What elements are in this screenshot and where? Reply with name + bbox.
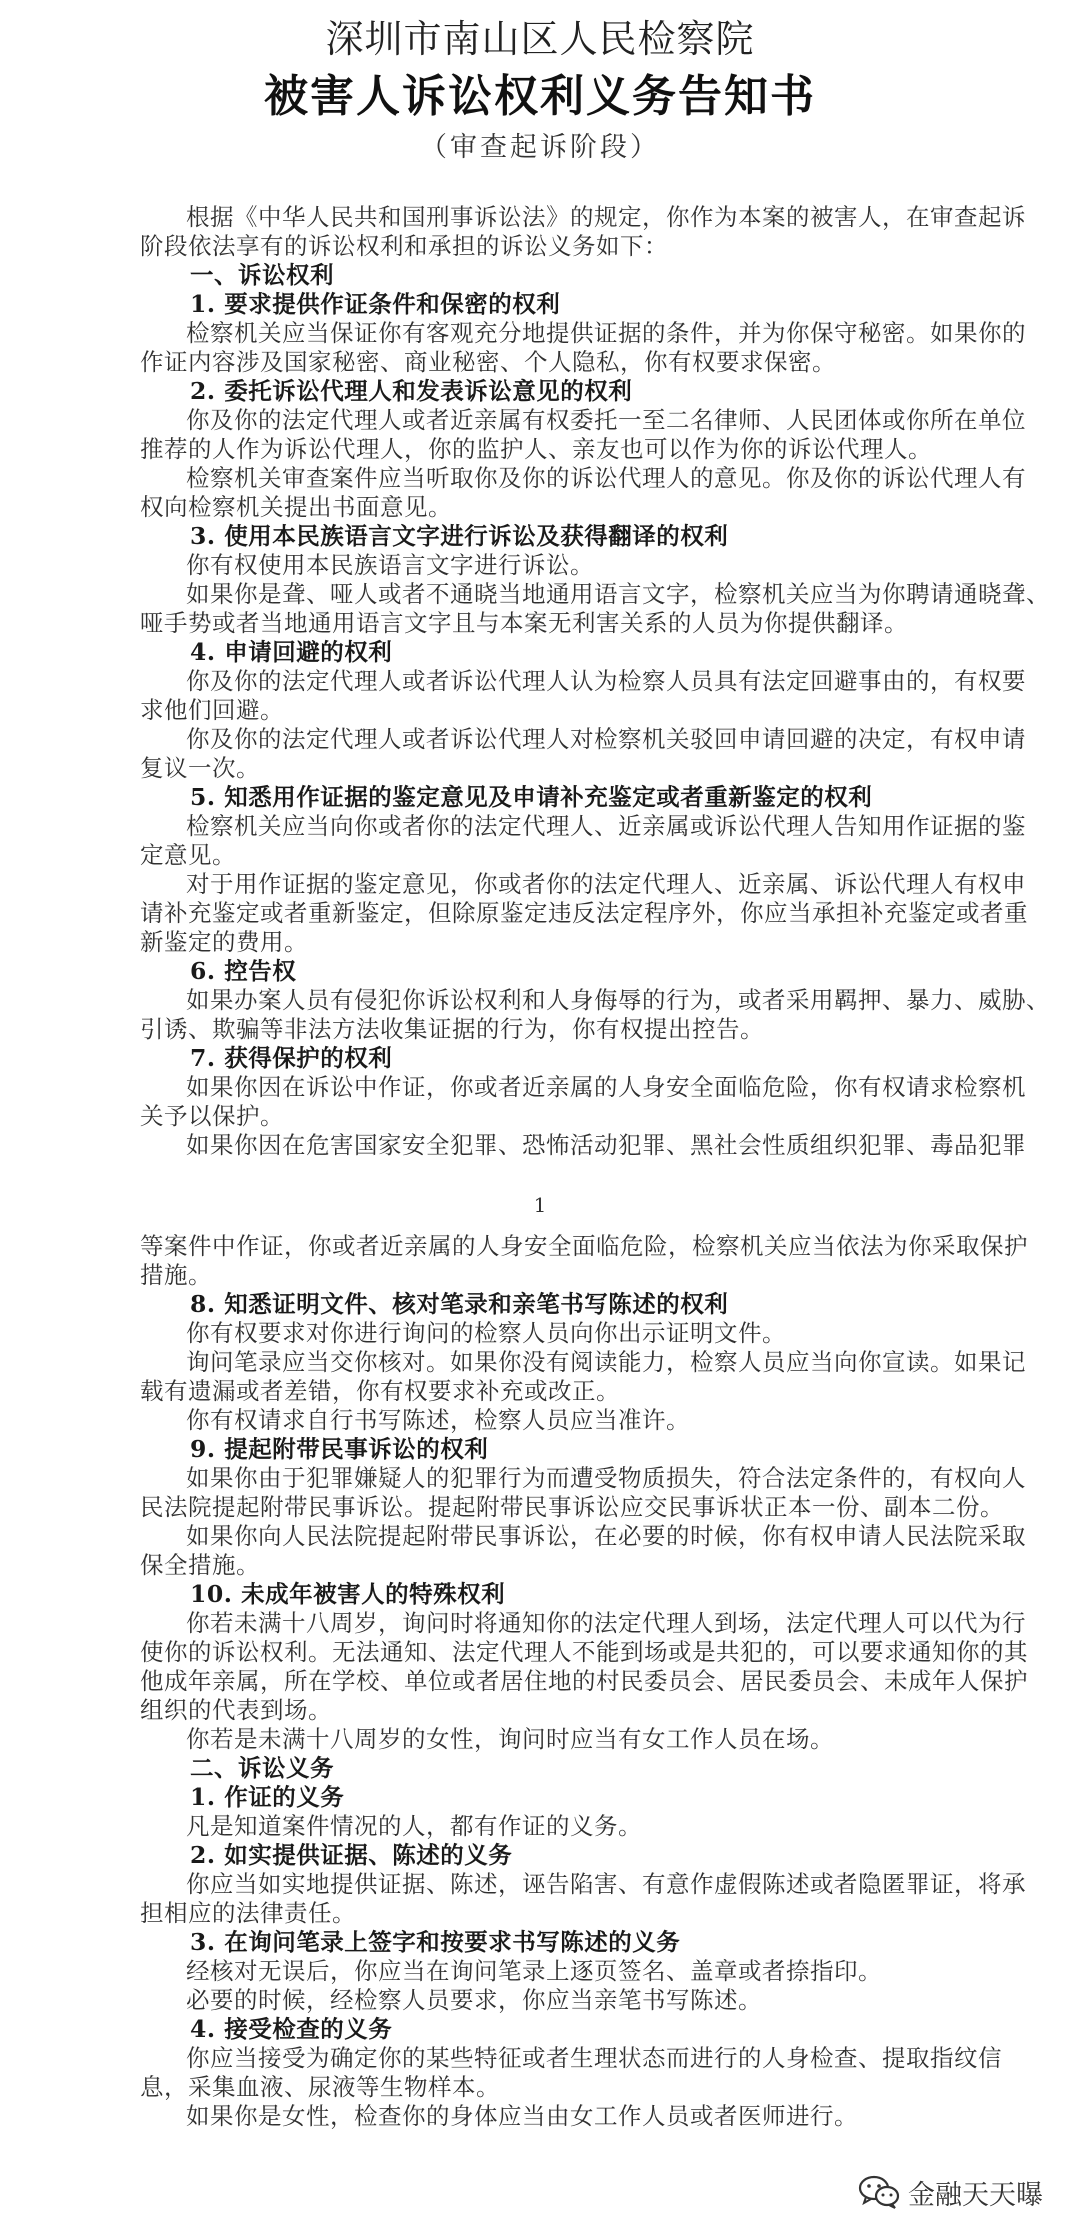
body-text-line: 你应当接受为确定你的某些特征或者生理状态而进行的人身检查、提取指纹信 bbox=[186, 2044, 1002, 2072]
body-text-line: 你应当如实地提供证据、陈述，诬告陷害、有意作虚假陈述或者隐匿罪证，将承 bbox=[186, 1870, 1026, 1898]
body-text-line: 检察机关应当向你或者你的法定代理人、近亲属或诉讼代理人告知用作证据的鉴 bbox=[186, 812, 1026, 840]
watermark bbox=[858, 2170, 1043, 2214]
body-text-line: 阶段依法享有的诉讼权利和承担的诉讼义务如下： bbox=[140, 232, 668, 260]
body-text-line: 你有权请求自行书写陈述，检察人员应当准许。 bbox=[186, 1406, 690, 1434]
body-text-line: 等案件中作证，你或者近亲属的人身安全面临危险，检察机关应当依法为你采取保护 bbox=[140, 1232, 1028, 1260]
section-heading: 3. 在询问笔录上签字和按要求书写陈述的义务 bbox=[190, 1928, 681, 1956]
section-heading: 8. 知悉证明文件、核对笔录和亲笔书写陈述的权利 bbox=[190, 1290, 729, 1318]
section-heading: 2. 如实提供证据、陈述的义务 bbox=[190, 1841, 513, 1869]
body-text-line: 你有权使用本民族语言文字进行诉讼。 bbox=[186, 551, 594, 579]
body-text-line: 如果你是聋、哑人或者不通晓当地通用语言文字，检察机关应当为你聘请通晓聋、 bbox=[186, 580, 1050, 608]
body-text-line: 必要的时候，经检察人员要求，你应当亲笔书写陈述。 bbox=[186, 1986, 762, 2014]
body-text-line: 检察机关应当保证你有客观充分地提供证据的条件，并为你保守秘密。如果你的 bbox=[186, 319, 1026, 347]
procuratorate-name: 深圳市南山区人民检察院 bbox=[325, 17, 755, 61]
section-heading: 一、诉讼权利 bbox=[190, 261, 334, 289]
body-text-line: 检察机关审查案件应当听取你及你的诉讼代理人的意见。你及你的诉讼代理人有 bbox=[186, 464, 1026, 492]
body-text-line: 如果你向人民法院提起附带民事诉讼，在必要的时候，你有权申请人民法院采取 bbox=[186, 1522, 1026, 1550]
body-text-line: 作证内容涉及国家秘密、商业秘密、个人隐私，你有权要求保密。 bbox=[140, 348, 836, 376]
body-text-line: 根据《中华人民共和国刑事诉讼法》的规定，你作为本案的被害人，在审查起诉 bbox=[186, 203, 1026, 231]
body-text-line: 对于用作证据的鉴定意见，你或者你的法定代理人、近亲属、诉讼代理人有权申 bbox=[186, 870, 1026, 898]
body-text-line: 措施。 bbox=[140, 1261, 212, 1289]
body-text-line: 定意见。 bbox=[140, 841, 236, 869]
section-heading: 1. 要求提供作证条件和保密的权利 bbox=[190, 290, 561, 318]
body-text-line: 组织的代表到场。 bbox=[140, 1696, 332, 1724]
section-heading: 6. 控告权 bbox=[190, 957, 297, 985]
body-text-line: 他成年亲属，所在学校、单位或者居住地的村民委员会、居民委员会、未成年人保护 bbox=[140, 1667, 1028, 1695]
body-text-line: 你若未满十八周岁，询问时将通知你的法定代理人到场，法定代理人可以代为行 bbox=[186, 1609, 1026, 1637]
page-two-body bbox=[140, 1232, 1028, 2131]
page-one-body bbox=[140, 203, 1050, 1160]
section-heading: 4. 接受检查的义务 bbox=[190, 2015, 393, 2043]
body-text-line: 哑手势或者当地通用语言文字且与本案无利害关系的人员为你提供翻译。 bbox=[140, 609, 908, 637]
section-heading: 2. 委托诉讼代理人和发表诉讼意见的权利 bbox=[190, 377, 633, 405]
body-text-line: 你及你的法定代理人或者近亲属有权委托一至二名律师、人民团体或你所在单位 bbox=[186, 406, 1026, 434]
section-heading: 4. 申请回避的权利 bbox=[190, 638, 393, 666]
body-text-line: 你及你的法定代理人或者诉讼代理人认为检察人员具有法定回避事由的，有权要 bbox=[186, 667, 1026, 695]
body-text-line: 关予以保护。 bbox=[140, 1102, 284, 1130]
body-text-line: 使你的诉讼权利。无法通知、法定代理人不能到场或是共犯的，可以要求通知你的其 bbox=[140, 1638, 1028, 1666]
body-text-line: 如果你由于犯罪嫌疑人的犯罪行为而遭受物质损失，符合法定条件的，有权向人 bbox=[186, 1464, 1026, 1492]
body-text-line: 如果你是女性，检查你的身体应当由女工作人员或者医师进行。 bbox=[186, 2102, 858, 2130]
body-text-line: 息，采集血液、尿液等生物样本。 bbox=[140, 2073, 500, 2101]
body-text-line: 保全措施。 bbox=[140, 1551, 260, 1579]
section-heading: 3. 使用本民族语言文字进行诉讼及获得翻译的权利 bbox=[190, 522, 729, 550]
body-text-line: 如果你因在危害国家安全犯罪、恐怖活动犯罪、黑社会性质组织犯罪、毒品犯罪 bbox=[186, 1131, 1026, 1159]
body-text-line: 你若是未满十八周岁的女性，询问时应当有女工作人员在场。 bbox=[186, 1725, 834, 1753]
body-text-line: 询问笔录应当交你核对。如果你没有阅读能力，检察人员应当向你宣读。如果记 bbox=[186, 1348, 1026, 1376]
body-text-line: 你有权要求对你进行询问的检察人员向你出示证明文件。 bbox=[186, 1319, 786, 1347]
watermark-text: 金融天天曝 bbox=[908, 2179, 1043, 2211]
body-text-line: 复议一次。 bbox=[140, 754, 260, 782]
document-title: 被害人诉讼权利义务告知书 bbox=[264, 71, 816, 122]
body-text-line: 载有遗漏或者差错，你有权要求补充或改正。 bbox=[140, 1377, 620, 1405]
body-text-line: 新鉴定的费用。 bbox=[140, 928, 308, 956]
body-text-line: 如果办案人员有侵犯你诉讼权利和人身侮辱的行为，或者采用羁押、暴力、威胁、 bbox=[186, 986, 1050, 1014]
body-text-line: 引诱、欺骗等非法方法收集证据的行为，你有权提出控告。 bbox=[140, 1015, 764, 1043]
section-heading: 9. 提起附带民事诉讼的权利 bbox=[190, 1435, 489, 1463]
body-text-line: 如果你因在诉讼中作证，你或者近亲属的人身安全面临危险，你有权请求检察机 bbox=[186, 1073, 1026, 1101]
section-heading: 5. 知悉用作证据的鉴定意见及申请补充鉴定或者重新鉴定的权利 bbox=[190, 783, 873, 811]
body-text-line: 权向检察机关提出书面意见。 bbox=[140, 493, 452, 521]
body-text-line: 担相应的法律责任。 bbox=[140, 1899, 356, 1927]
body-text-line: 经核对无误后，你应当在询问笔录上逐页签名、盖章或者捺指印。 bbox=[186, 1957, 882, 1985]
section-heading: 10. 未成年被害人的特殊权利 bbox=[190, 1580, 506, 1608]
section-heading: 1. 作证的义务 bbox=[190, 1783, 345, 1811]
body-text-line: 推荐的人作为诉讼代理人，你的监护人、亲友也可以作为你的诉讼代理人。 bbox=[140, 435, 932, 463]
page-number: 1 bbox=[533, 1193, 547, 1217]
body-text-line: 凡是知道案件情况的人，都有作证的义务。 bbox=[186, 1812, 642, 1840]
body-text-line: 你及你的法定代理人或者诉讼代理人对检察机关驳回申请回避的决定，有权申请 bbox=[186, 725, 1026, 753]
section-heading: 二、诉讼义务 bbox=[190, 1754, 334, 1782]
section-heading: 7. 获得保护的权利 bbox=[190, 1044, 393, 1072]
body-text-line: 求他们回避。 bbox=[140, 696, 284, 724]
document-stage: （审查起诉阶段） bbox=[420, 132, 660, 163]
body-text-line: 请补充鉴定或者重新鉴定，但除原鉴定违反法定程序外，你应当承担补充鉴定或者重 bbox=[140, 899, 1028, 927]
body-text-line: 民法院提起附带民事诉讼。提起附带民事诉讼应交民事诉状正本一份、副本二份。 bbox=[140, 1493, 1004, 1521]
wechat-icon bbox=[858, 2174, 900, 2210]
